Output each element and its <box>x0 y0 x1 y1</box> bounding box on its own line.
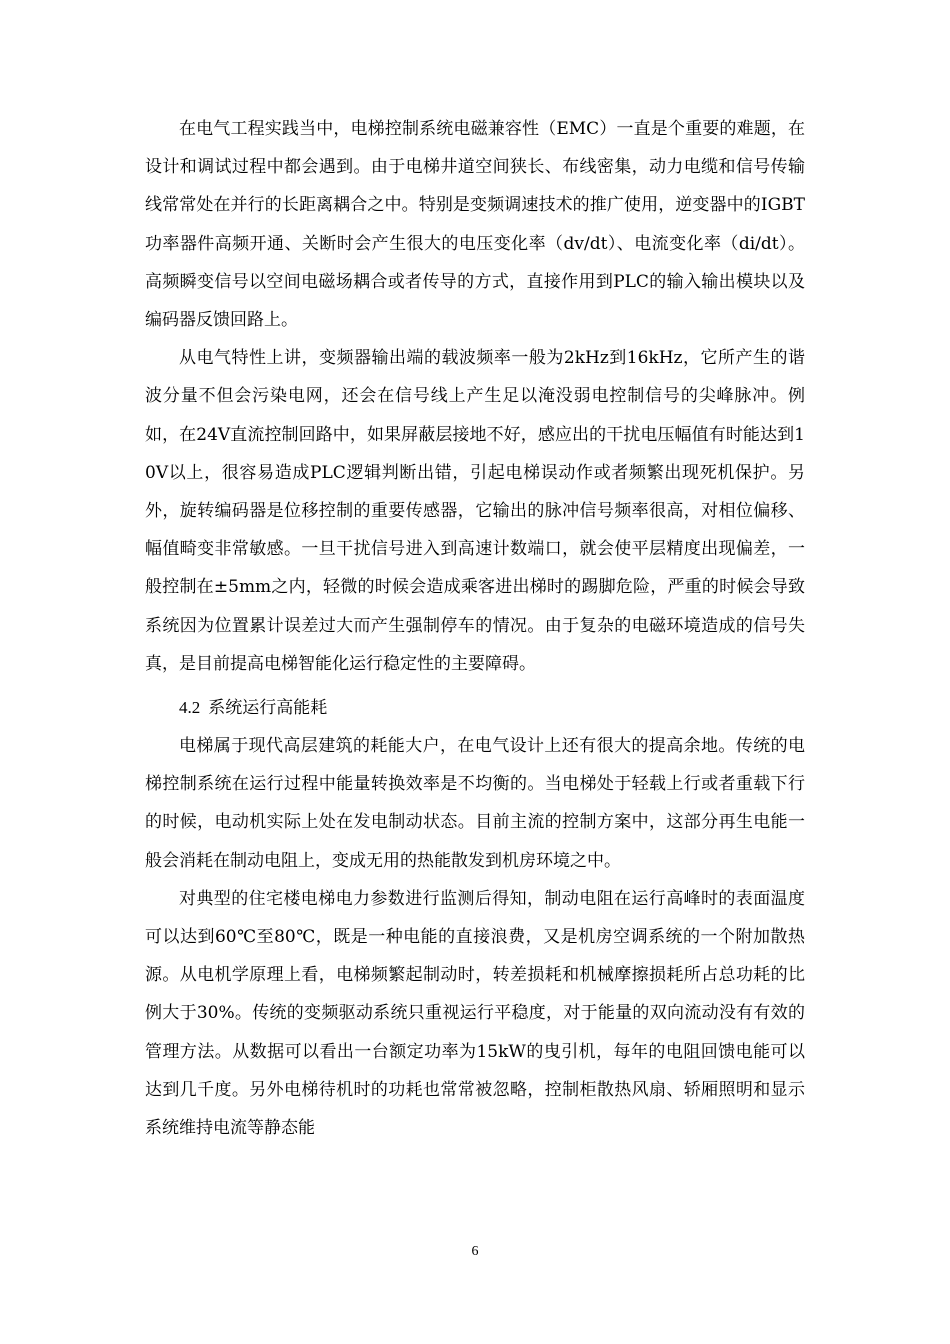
paragraph-energy-details: 对典型的住宅楼电梯电力参数进行监测后得知，制动电阻在运行高峰时的表面温度可以达到60℃至80℃，既是一种电能的直接浪费，又是机房空调系统的一个附加散热源。从电机学原理上看，电梯频繁起制动时，转差损耗和机械摩擦损耗所占总功耗的比例大于30%。传统的变频驱动系统只重视运行平稳度，对于能量的双向流动没有有效的管理方法。从数据可以看出一台额定功率为15kW的曳引机，每年的电阻回馈电能可以达到几千度。另外电梯待机时的功耗也常常被忽略，控制柜散热风扇、轿厢照明和显示系统维持电流等静态能 <box>145 888 805 1139</box>
section-number: 4.2 <box>179 698 201 718</box>
section-title: 系统运行高能耗 <box>208 698 328 719</box>
paragraph-energy-intro: 电梯属于现代高层建筑的耗能大户，在电气设计上还有很大的提高余地。传统的电梯控制系统在运行过程中能量转换效率是不均衡的。当电梯处于轻载上行或者重载下行的时候，电动机实际上处在发电制动状态。目前主流的控制方案中，这部分再生电能一般会消耗在制动电阻上，变成无用的热能散发到机房环境之中。 <box>145 736 805 871</box>
page-body <box>145 110 805 1147</box>
paragraph-emc-details: 从电气特性上讲，变频器输出端的载波频率一般为2kHz到16kHz，它所产生的谐波分量不但会污染电网，还会在信号线上产生足以淹没弱电控制信号的尖峰脉冲。例如，在24V直流控制回路中，如果屏蔽层接地不好，感应出的干扰电压幅值有时能达到10V以上，很容易造成PLC逻辑判断出错，引起电梯误动作或者频繁出现死机保护。另外，旋转编码器是位移控制的重要传感器，它输出的脉冲信号频率很高，对相位偏移、幅值畸变非常敏感。一旦干扰信号进入到高速计数端口，就会使平层精度出现偏差，一般控制在±5mm之内，轻微的时候会造成乘客进出梯时的踢脚危险，严重的时候会导致系统因为位置累计误差过大而产生强制停车的情况。由于复杂的电磁环境造成的信号失真，是目前提高电梯智能化运行稳定性的主要障碍。 <box>145 348 805 674</box>
page-number: 6 <box>471 1244 479 1259</box>
paragraph-emc-intro: 在电气工程实践当中，电梯控制系统电磁兼容性（EMC）一直是个重要的难题，在设计和调试过程中都会遇到。由于电梯井道空间狭长、布线密集，动力电缆和信号传输线常常处在并行的长距离耦合之中。特别是变频调速技术的推广使用，逆变器中的IGBT功率器件高频开通、关断时会产生很大的电压变化率（dv/dt）、电流变化率（di/dt）。高频瞬变信号以空间电磁场耦合或者传导的方式，直接作用到PLC的输入输出模块以及编码器反馈回路上。 <box>145 119 805 331</box>
section-heading <box>145 689 805 727</box>
